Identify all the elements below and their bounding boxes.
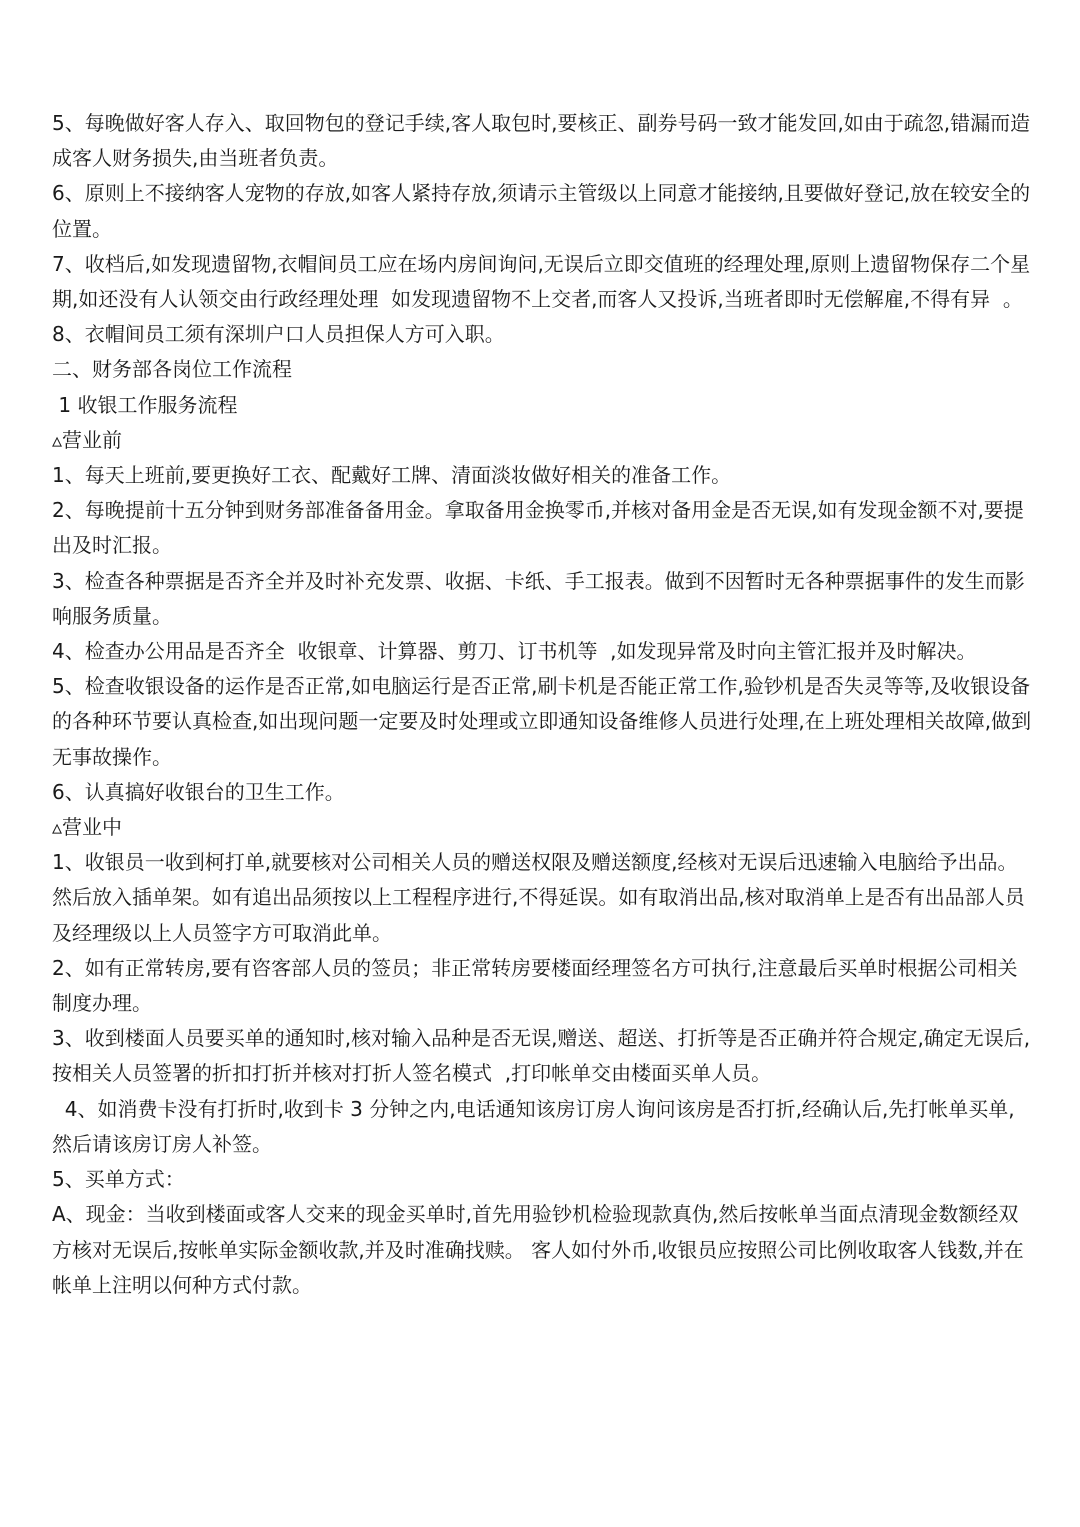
document-body	[52, 106, 1043, 1303]
paragraph-cloakroom-rule-7: 7、收档后,如发现遗留物,衣帽间员工应在场内房间询问,无误后立即交值班的经理处理,原则上遗留物保存二个星期,如还没有人认领交由行政经理处理 如发现遗留物不上交者,而客人又投诉,当班者即时无偿解雇,不得有异 。	[52, 251, 1031, 312]
paragraph-before-6: 6、认真搞好收银台的卫生工作。	[52, 779, 345, 804]
paragraph-during-5: 5、买单方式：	[52, 1167, 185, 1192]
section-heading-finance: 二、财务部各岗位工作流程	[52, 357, 292, 382]
paragraph-cloakroom-rule-5: 5、每晚做好客人存入、取回物包的登记手续,客人取包时,要核正、副券号码一致才能发回,如由于疏忽,错漏而造成客人财务损失,由当班者负责。	[52, 111, 1031, 171]
phase-heading-during-business: ▵营业中	[52, 815, 123, 840]
paragraph-cloakroom-rule-6: 6、原则上不接纳客人宠物的存放,如客人紧持存放,须请示主管级以上同意才能接纳,且要做好登记,放在较安全的位置。	[52, 181, 1031, 241]
phase-heading-before-business: ▵营业前	[52, 427, 123, 452]
paragraph-before-2: 2、每晚提前十五分钟到财务部准备备用金。拿取备用金换零币,并核对备用金是否无误,如有发现金额不对,要提出及时汇报。	[52, 498, 1024, 558]
paragraph-during-4: 4、如消费卡没有打折时,收到卡 3 分钟之内,电话通知该房订房人询问该房是否打折,经确认后,先打帐单买单,然后请该房订房人补签。	[52, 1096, 1015, 1156]
paragraph-payment-cash: A、现金：当收到楼面或客人交来的现金买单时,首先用验钞机检验现款真伪,然后按帐单当面点清现金数额经双方核对无误后,按帐单实际金额收款,并及时准确找赎。 客人如付外币,收银员应按照公司比例收取客人钱数,并在帐单上注明以何种方式付款。	[52, 1202, 1024, 1297]
paragraph-before-4: 4、检查办公用品是否齐全 收银章、计算器、剪刀、订书机等 ,如发现异常及时向主管汇报并及时解决。	[52, 639, 977, 664]
paragraph-before-3: 3、检查各种票据是否齐全并及时补充发票、收据、卡纸、手工报表。做到不因暂时无各种票据事件的发生而影响服务质量。	[52, 568, 1025, 628]
paragraph-before-1: 1、每天上班前,要更换好工衣、配戴好工牌、清面淡妆做好相关的准备工作。	[52, 463, 732, 488]
subsection-heading-cashier: 1 收银工作服务流程	[52, 392, 238, 417]
paragraph-before-5: 5、检查收银设备的运作是否正常,如电脑运行是否正常,刷卡机是否能正常工作,验钞机是否失灵等等,及收银设备的各种环节要认真检查,如出现问题一定要及时处理或立即通知设备维修人员进行处理,在上班处理相关故障,做到无事故操作。	[52, 674, 1032, 769]
paragraph-during-1: 1、收银员一收到柯打单,就要核对公司相关人员的赠送权限及赠送额度,经核对无误后迅速输入电脑给予出品。然后放入插单架。如有追出品须按以上工程程序进行,不得延误。如有取消出品,核对取消单上是否有出品部人员及经理级以上人员签字方可取消此单。	[52, 850, 1025, 945]
paragraph-during-2: 2、如有正常转房,要有咨客部人员的签员；非正常转房要楼面经理签名方可执行,注意最后买单时根据公司相关制度办理。	[52, 955, 1018, 1016]
paragraph-cloakroom-rule-8: 8、衣帽间员工须有深圳户口人员担保人方可入职。	[52, 322, 505, 347]
paragraph-during-3: 3、收到楼面人员要买单的通知时,核对输入品种是否无误,赠送、超送、打折等是否正确并符合规定,确定无误后, 按相关人员签署的折扣打折并核对打折人签名模式 ,打印帐单交由楼面买单人员。	[52, 1026, 1043, 1086]
